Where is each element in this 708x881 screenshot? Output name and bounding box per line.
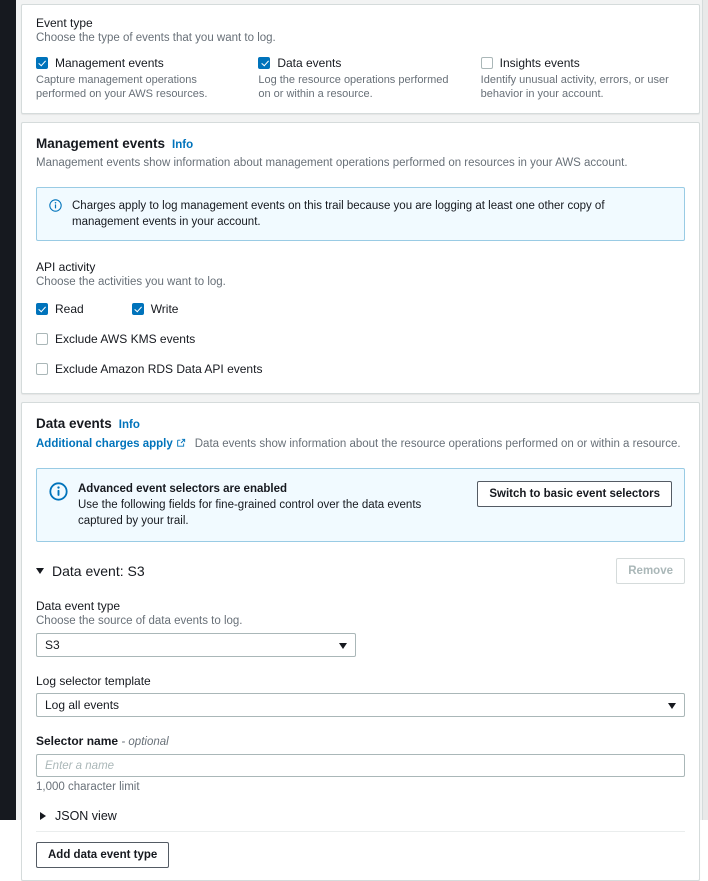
data-event-type-label: Data event type — [36, 599, 121, 613]
json-view-toggle[interactable] — [36, 809, 685, 823]
insights-events-checkbox[interactable] — [481, 57, 493, 69]
data-events-label: Data events — [277, 56, 342, 70]
data-events-checkbox[interactable] — [258, 57, 270, 69]
data-event-type-description: Choose the source of data events to log. — [36, 615, 243, 627]
log-selector-template-field — [36, 673, 685, 717]
json-view-expander[interactable] — [36, 809, 685, 823]
management-events-description: Management events show information about management operations performed on resources in your AWS account. — [36, 157, 628, 169]
event-type-options — [36, 55, 685, 101]
data-event-type-field — [36, 598, 685, 657]
log-selector-template-select[interactable] — [36, 693, 685, 717]
exclude-kms-checkbox-row[interactable] — [36, 331, 685, 347]
management-events-checkbox-row[interactable] — [36, 55, 240, 71]
insights-events-description: Identify unusual activity, errors, or user behavior in your account. — [480, 74, 669, 100]
read-checkbox-row[interactable] — [36, 301, 84, 317]
log-selector-template-label: Log selector template — [36, 674, 151, 688]
data-events-subheader — [36, 437, 685, 452]
write-checkbox[interactable] — [132, 303, 144, 315]
insights-events-checkbox-row[interactable] — [481, 55, 685, 71]
chevron-down-icon[interactable] — [339, 643, 347, 649]
api-activity-title: API activity — [36, 260, 96, 274]
exclude-rds-checkbox-row[interactable] — [36, 361, 685, 377]
selector-name-optional-suffix: - optional — [121, 736, 169, 748]
event-type-option-management[interactable] — [36, 55, 240, 101]
api-activity-section — [36, 259, 685, 377]
management-charges-alert-text: Charges apply to log management events on this trail because you are logging at least one other copy of management events in your account. — [72, 200, 605, 228]
log-selector-template-value: Log all events — [45, 698, 120, 712]
insights-events-label: Insights events — [499, 56, 580, 70]
data-events-footer — [36, 832, 685, 880]
external-link-icon — [176, 438, 186, 451]
event-type-option-insights[interactable] — [481, 55, 685, 101]
page-content-scroll-area[interactable] — [16, 0, 708, 861]
management-events-info-link[interactable]: Info — [172, 139, 194, 151]
advanced-selectors-alert-body — [78, 481, 467, 529]
exclude-rds-label: Exclude Amazon RDS Data API events — [55, 362, 263, 376]
management-events-heading — [36, 135, 685, 154]
event-type-title: Event type — [36, 16, 93, 30]
write-label: Write — [150, 302, 179, 316]
read-label: Read — [55, 302, 84, 316]
exclude-kms-label: Exclude AWS KMS events — [55, 332, 196, 346]
selector-name-label — [36, 733, 685, 750]
remove-selector-button[interactable]: Remove — [616, 558, 685, 584]
advanced-selectors-alert-heading: Advanced event selectors are enabled — [78, 483, 288, 495]
api-activity-description: Choose the activities you want to log. — [36, 276, 226, 288]
selector-name-character-limit-hint: 1,000 character limit — [36, 781, 140, 793]
data-event-type-value: S3 — [45, 638, 60, 652]
selector-name-field — [36, 733, 685, 795]
exclude-kms-checkbox[interactable] — [36, 333, 48, 345]
data-event-type-select[interactable] — [36, 633, 356, 657]
data-events-heading-text: Data events — [36, 416, 112, 431]
exclude-rds-checkbox[interactable] — [36, 363, 48, 375]
management-events-heading-text: Management events — [36, 136, 166, 151]
management-events-checkbox[interactable] — [36, 57, 48, 69]
chevron-down-icon[interactable] — [668, 703, 676, 709]
data-event-selector-title: Data event: S3 — [52, 563, 145, 579]
scrollbar-track[interactable] — [702, 0, 708, 820]
additional-charges-link[interactable] — [36, 438, 186, 451]
info-circle-icon — [49, 199, 62, 212]
management-events-label: Management events — [55, 56, 164, 70]
management-events-description: Capture management operations performed on your AWS resources. — [36, 74, 208, 100]
left-navigation-rail — [0, 0, 16, 820]
data-events-description: Log the resource operations performed on or within a resource. — [258, 74, 449, 100]
advanced-selectors-alert — [36, 468, 685, 542]
selector-name-label-text: Selector name — [36, 734, 119, 748]
event-type-card — [21, 4, 700, 114]
data-events-heading — [36, 415, 685, 434]
json-view-label: JSON view — [55, 809, 117, 823]
read-checkbox[interactable] — [36, 303, 48, 315]
api-activity-readwrite-row — [36, 301, 685, 317]
info-circle-icon — [49, 482, 68, 501]
event-type-description: Choose the type of events that you want to log. — [36, 32, 276, 44]
management-events-card — [21, 122, 700, 394]
data-event-selector-header — [36, 558, 685, 584]
chevron-right-icon[interactable] — [40, 812, 46, 820]
management-charges-alert-body — [72, 198, 672, 230]
additional-charges-link-text: Additional charges apply — [36, 438, 173, 450]
management-charges-alert — [36, 187, 685, 241]
data-events-description: Data events show information about the resource operations performed on or within a resource. — [194, 438, 681, 450]
add-data-event-type-button[interactable]: Add data event type — [36, 842, 169, 868]
data-events-card — [21, 402, 700, 881]
advanced-selectors-alert-text: Use the following fields for fine-grained control over the data events captured by your trail. — [78, 499, 422, 527]
data-events-checkbox-row[interactable] — [258, 55, 462, 71]
chevron-down-icon[interactable] — [36, 568, 44, 574]
write-checkbox-row[interactable] — [132, 301, 179, 317]
data-events-info-link[interactable]: Info — [118, 419, 140, 431]
selector-name-input[interactable] — [36, 754, 685, 777]
event-type-option-data[interactable] — [258, 55, 462, 101]
data-event-selector-toggle[interactable] — [36, 562, 145, 580]
switch-to-basic-event-selectors-button[interactable]: Switch to basic event selectors — [477, 481, 672, 507]
